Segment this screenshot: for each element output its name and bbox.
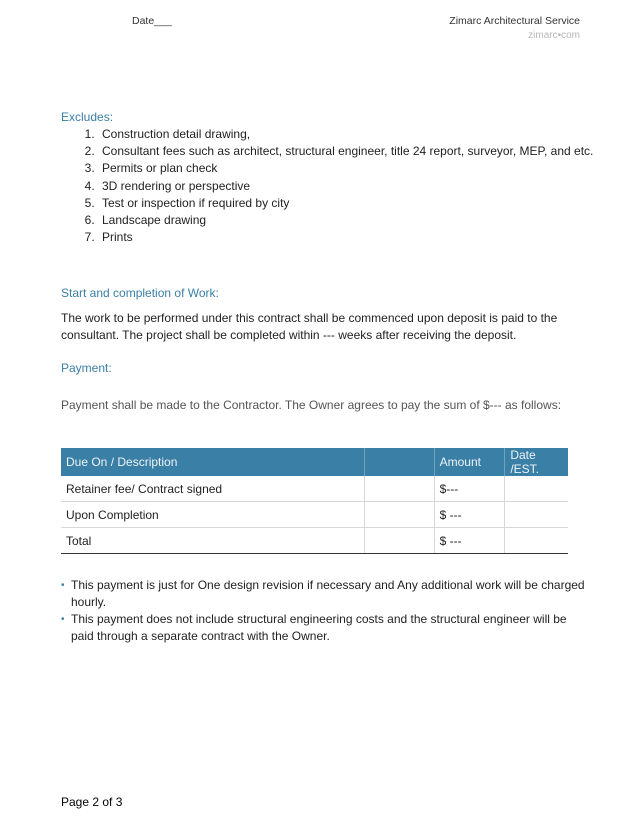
header-description: Due On / Description: [61, 448, 364, 476]
list-item: 1. Construction detail drawing,: [98, 126, 618, 143]
table-row-total: [61, 528, 568, 554]
row-description: Upon Completion: [61, 502, 364, 528]
payment-heading: Payment:: [61, 361, 112, 375]
row-blank: [364, 476, 434, 502]
list-item: • This payment does not include structural engineering costs and the structural engineer will be paid through a separate contract with the Owner.: [61, 611, 586, 645]
header-blank: [364, 448, 434, 476]
row-amount: $ ---: [434, 502, 505, 528]
header-amount: Amount: [434, 448, 505, 476]
row-amount: $ ---: [434, 528, 505, 554]
list-item: • This payment is just for One design revision if necessary and Any additional work will be charged hourly.: [61, 577, 586, 611]
list-item: 5. Test or inspection if required by city: [98, 195, 618, 212]
payment-table: [61, 448, 568, 554]
company-website: zimarc•com: [528, 30, 580, 41]
row-blank: [364, 528, 434, 554]
table-row: [61, 502, 568, 528]
start-completion-heading: Start and completion of Work:: [61, 286, 219, 300]
company-name: Zimarc Architectural Service: [449, 15, 580, 27]
row-date: [505, 476, 568, 502]
payment-notes: [61, 577, 586, 645]
page-number: Page 2 of 3: [61, 795, 123, 809]
excludes-heading: Excludes:: [61, 110, 114, 124]
header-date: Date /EST.: [505, 448, 568, 476]
table-row: [61, 476, 568, 502]
list-item: 6. Landscape drawing: [98, 212, 618, 229]
table-header-row: [61, 448, 568, 476]
list-item: 7. Prints: [98, 229, 618, 246]
date-label: Date___: [132, 15, 172, 27]
row-description: Total: [61, 528, 364, 554]
list-item: 2. Consultant fees such as architect, structural engineer, title 24 report, surveyor, MEP, and etc.: [98, 143, 618, 160]
row-date: [505, 502, 568, 528]
row-amount: $---: [434, 476, 505, 502]
excludes-list: [61, 126, 618, 246]
row-description: Retainer fee/ Contract signed: [61, 476, 364, 502]
list-item: 3. Permits or plan check: [98, 160, 618, 177]
row-blank: [364, 502, 434, 528]
payment-text: Payment shall be made to the Contractor. The Owner agrees to pay the sum of $--- as follows:: [61, 398, 562, 412]
row-date: [505, 528, 568, 554]
start-completion-text: The work to be performed under this contract shall be commenced upon deposit is paid to the consultant. The project shall be completed within --- weeks after receiving the deposit.: [61, 311, 558, 342]
list-item: 4. 3D rendering or perspective: [98, 178, 618, 195]
